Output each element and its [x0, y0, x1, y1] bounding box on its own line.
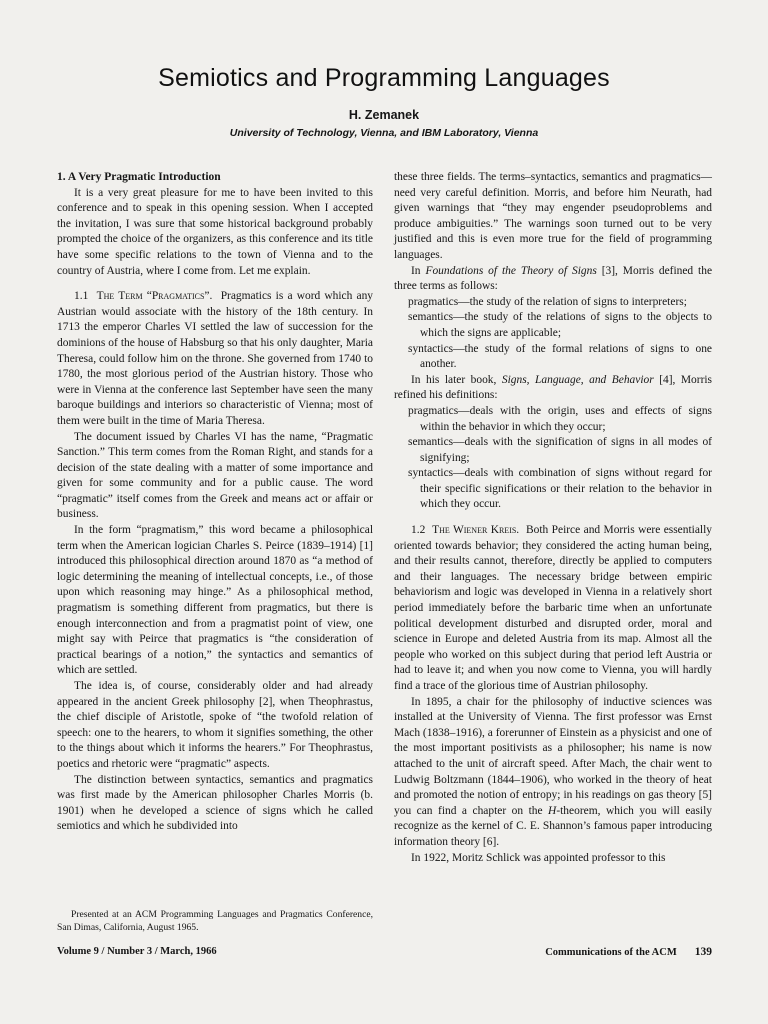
paragraph: In the form “pragmatism,” this word became a philosophical term when the American logician Charles S. Peirce (1839–1914) [1] introduced this philosophical direction around 1870 as “a method of logic determining the meaning of intellectual concepts, i.e., of those upon which reasoning may hinge.” As a philosophical method, pragmatism is something different from pragmatics, but there is enough interconnection and from a pragmatist point of view, one might say with Peirce that pragmatics is “the consideration of practical bearings of a notion,” the syntactics and semantics of which are settled. [57, 524, 373, 677]
paragraph: The idea is, of course, considerably older and had already appeared in the ancient Greek philosophy [2], when Theophrastus, the chief disciple of Aristotle, spoke of “the twofold relation of speech: one to the hearers, to whom it signifies something, the other to the things about which it informs the hearers.” For Theophrastus, poetics and rhetoric were “pragmatic” aspects. [57, 680, 373, 770]
subsection-heading: The Term “Pragmatics”. [96, 290, 213, 303]
footnote [57, 908, 373, 934]
paragraph: In his later book, Signs, Language, and Behavior [4], Morris refined his definitions: [394, 373, 713, 402]
page-title: Semiotics and Programming Languages [158, 64, 610, 92]
paragraph: In Foundations of the Theory of Signs [3], Morris defined the three terms as follows: [394, 264, 713, 293]
journal-name: Communications of the ACM [545, 947, 677, 958]
definition: semantics—the study of the relations of signs to the objects to which the signs are applicable; [408, 311, 712, 339]
left-column [57, 170, 373, 835]
definition: pragmatics—the study of the relation of signs to interpreters; [408, 295, 687, 308]
definition: syntactics—the study of the formal relations of signs to one another. [408, 342, 712, 371]
subsection-number: 1.2 [411, 524, 426, 537]
paragraph: The document issued by Charles VI has the name, “Pragmatic Sanction.” This term comes from the Roman Right, and stands for a decision of the state dealing with a matter of some importance and given for some community and for a public cause. The word “pragmatic” itself comes from the Greek and means act or affair or business. [57, 430, 373, 521]
subsection-number: 1.1 [74, 290, 89, 303]
paragraph: In 1895, a chair for the philosophy of inductive sciences was installed at the University of Vienna. The first professor was Ernst Mach (1838–1916), a forerunner of Einstein as a physicist and one of the most important positivists as a philosopher; his name is now attached to the unit of aircraft speed. After Mach, the chair went to Ludwig Boltzmann (1844–1906), who worked in the theory of heat and promoted the notion of entropy; in his readings on gas theory [5] you can find a chapter on the H-theorem, which you will easily recognize as the kernel of C. E. Shannon’s famous paper introducing information theory [6]. [394, 695, 712, 848]
paragraph: 1.1 The Term “Pragmatics”. Pragmatics is a word which any Austrian would associate with the history of the 18th century. In 1713 the emperor Charles VI settled the law of succession for the dominions of the house of Habsburg so that his only daughter, Maria Theresa, could follow him on the throne. She governed from 1740 to 1780, the most glorious period of the Austrian history. Those who were in Vienna at the conference last September have seen the many baroque buildings and interiors so characteristic of Vienna; most of them were built in the time of Maria Theresa. [57, 290, 374, 427]
footer-volume-info: Volume 9 / Number 3 / March, 1966 [57, 946, 217, 957]
book-title: Foundations of the Theory of Signs [425, 264, 597, 277]
author-name: H. Zemanek [348, 108, 420, 122]
paragraph: It is a very great pleasure for me to have been invited to this conference and to speak in this opening session. When I accepted the invitation, I was sure that some historical background probably prompted the choice of the organizers, as this conference and its title have some specific relations to the town of Vienna and to the country of Austria, where I come from. Let me explain. [57, 186, 373, 277]
paragraph: 1.2 The Wiener Kreis. Both Peirce and Morris were essentially oriented towards behavior; they considered the acting human being, and their results cannot, therefore, directly be applied to computers and their languages. The necessary bridge between empiric behaviorism and logic was developed in Vienna in a relatively short period immediately before the barbaric time when an unfortunate political development disturbed and disrupted order, moral and science in Europe and deleted Austria from its map. Almost all the people who worked on this subject during that period left Austria or had to leave it; and when you now come to Vienna, you will hardly find a trace of the glorious time of Austrian philosophy. [394, 524, 712, 692]
paragraph: these three fields. The terms–syntactics, semantics and pragmatics—need very careful definition. Morris, and before him Neurath, had given warnings that “they may engender pseudoproblems and produce ambiguities.” The warnings soon turned out to be very justified and this is even more true for the field of programming languages. [394, 171, 712, 261]
page-number: 139 [694, 946, 712, 958]
paragraph: In 1922, Moritz Schlick was appointed professor to this [411, 851, 666, 864]
subsection-heading: The Wiener Kreis. [432, 524, 520, 537]
book-title: Signs, Language, and Behavior [501, 373, 654, 386]
paragraph: The distinction between syntactics, semantics and pragmatics was first made by the American philosopher Charles Morris (b. 1901) when he developed a science of signs which he called semiotics and which he subdivided into [57, 773, 373, 833]
footnote-text: Presented at an ACM Programming Languages and Pragmatics Conference, San Dimas, California, August 1965. [57, 909, 373, 933]
footer-journal [500, 946, 712, 958]
definition: pragmatics—deals with the origin, uses and effects of signs within the behavior in which they occur; [408, 404, 712, 433]
definition: semantics—deals with the signification of signs in all modes of signifying; [408, 436, 712, 464]
right-column [394, 170, 712, 866]
section-heading: 1. A Very Pragmatic Introduction [57, 171, 221, 183]
definition: syntactics—deals with combination of signs without regard for their specific significations or their relation to the behavior in which they occur. [408, 467, 712, 511]
author-affiliation: University of Technology, Vienna, and IBM Laboratory, Vienna [229, 127, 539, 139]
